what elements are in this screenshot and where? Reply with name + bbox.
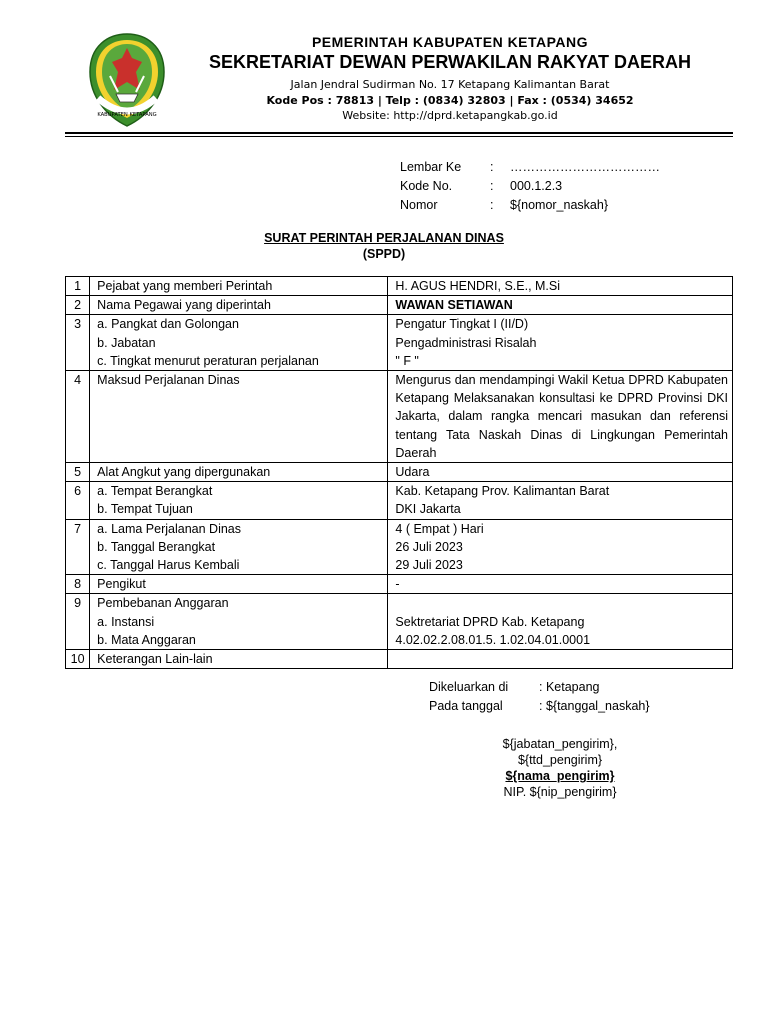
travel-purpose: Mengurus dan mendampingi Wakil Ketua DPRD Kabupaten Ketapang Melaksanakan konsultasi ke DPRD Provinsi DKI Jakarta, dalam rangka mencari masukan dan referensi tentang Tata Naskah Dinas di Lingkungan Pemerintah Daerah — [395, 373, 728, 460]
title-main: SURAT PERINTAH PERJALANAN DINAS — [264, 231, 504, 245]
letterhead — [170, 32, 730, 122]
kode-no-value: 000.1.2.3 — [510, 179, 563, 193]
lembar-ke-value: ……………………………… — [510, 160, 660, 174]
table-row: 7 a. Lama Perjalanan Dinas b. Tanggal Berangkat c. Tanggal Harus Kembali 4 ( Empat ) Hari 26 Juli 2023 29 Juli 2023 — [66, 519, 733, 575]
table-row: 8 Pengikut - — [66, 575, 733, 594]
reference-row: Kode No. : 000.1.2.3 — [400, 177, 660, 196]
signer-signature: ${ttd_pengirim} — [517, 753, 603, 767]
sppd-table — [65, 276, 733, 669]
title-abbr: (SPPD) — [362, 247, 406, 261]
reference-row: Lembar Ke : ……………………………… — [400, 158, 660, 177]
reference-row: Nomor : ${nomor_naskah} — [400, 196, 660, 215]
government-name: PEMERINTAH KABUPATEN KETAPANG — [311, 34, 589, 50]
signer-nip: NIP. ${nip_pengirim} — [503, 785, 617, 799]
signer-name: ${nama_pengirim} — [505, 769, 615, 783]
table-row: 6 a. Tempat Berangkat b. Tempat Tujuan Kab. Ketapang Prov. Kalimantan Barat DKI Jakarta — [66, 482, 733, 519]
reference-block — [400, 158, 660, 215]
letterhead-rule-thick — [65, 132, 733, 134]
employee-name: WAWAN SETIAWAN — [395, 298, 513, 313]
table-row: 3 a. Pangkat dan Golongan b. Jabatan c. Tingkat menurut peraturan perjalanan Pengatur Tingkat I (II/D) Pengadministrasi Risalah " F " — [66, 315, 733, 371]
issuance-block: Dikeluarkan di : Ketapang Pada tanggal : ${tanggal_naskah} — [429, 678, 650, 715]
table-row: 1 Pejabat yang memberi Perintah H. AGUS HENDRI, S.E., M.Si — [66, 277, 733, 296]
issuing-official: H. AGUS HENDRI, S.E., M.Si — [395, 279, 561, 293]
nomor-value: ${nomor_naskah} — [510, 198, 608, 212]
office-contact: Kode Pos : 78813 | Telp : (0834) 32803 | Fax : (0534) 34652 — [266, 94, 634, 107]
emblem-text: KABUPATEN KETAPANG — [97, 112, 157, 118]
signer-position: ${jabatan_pengirim}, — [502, 737, 618, 751]
issued-date: : ${tanggal_naskah} — [539, 698, 650, 713]
table-row: 4 Maksud Perjalanan Dinas Mengurus dan mendampingi Wakil Ketua DPRD Kabupaten Ketapang Melaksanakan konsultasi ke DPRD Provinsi DKI Jakarta, dalam rangka mencari masukan dan referensi tentang Tata Naskah Dinas di Lingkungan Pemerintah Daerah — [66, 371, 733, 463]
office-website: Website: http://dprd.ketapangkab.go.id — [342, 109, 558, 122]
office-address: Jalan Jendral Sudirman No. 17 Ketapang Kalimantan Barat — [290, 78, 610, 91]
table-row: 5 Alat Angkut yang dipergunakan Udara — [66, 463, 733, 482]
table-row: 9 Pembebanan Anggaran a. Instansi b. Mata Anggaran Sektretariat DPRD Kab. Ketapang 4.02.02.2.08.01.5. 1.02.04.01.0001 — [66, 594, 733, 650]
issued-place: : Ketapang — [539, 680, 600, 694]
table-row: 10 Keterangan Lain-lain — [66, 650, 733, 669]
document-title — [0, 230, 768, 262]
letterhead-rule-thin — [65, 136, 733, 137]
signature-block — [430, 736, 690, 800]
office-name: SEKRETARIAT DEWAN PERWAKILAN RAKYAT DAERAH — [208, 52, 692, 72]
table-row: 2 Nama Pegawai yang diperintah WAWAN SETIAWAN — [66, 296, 733, 315]
kabupaten-ketapang-emblem — [88, 32, 166, 128]
